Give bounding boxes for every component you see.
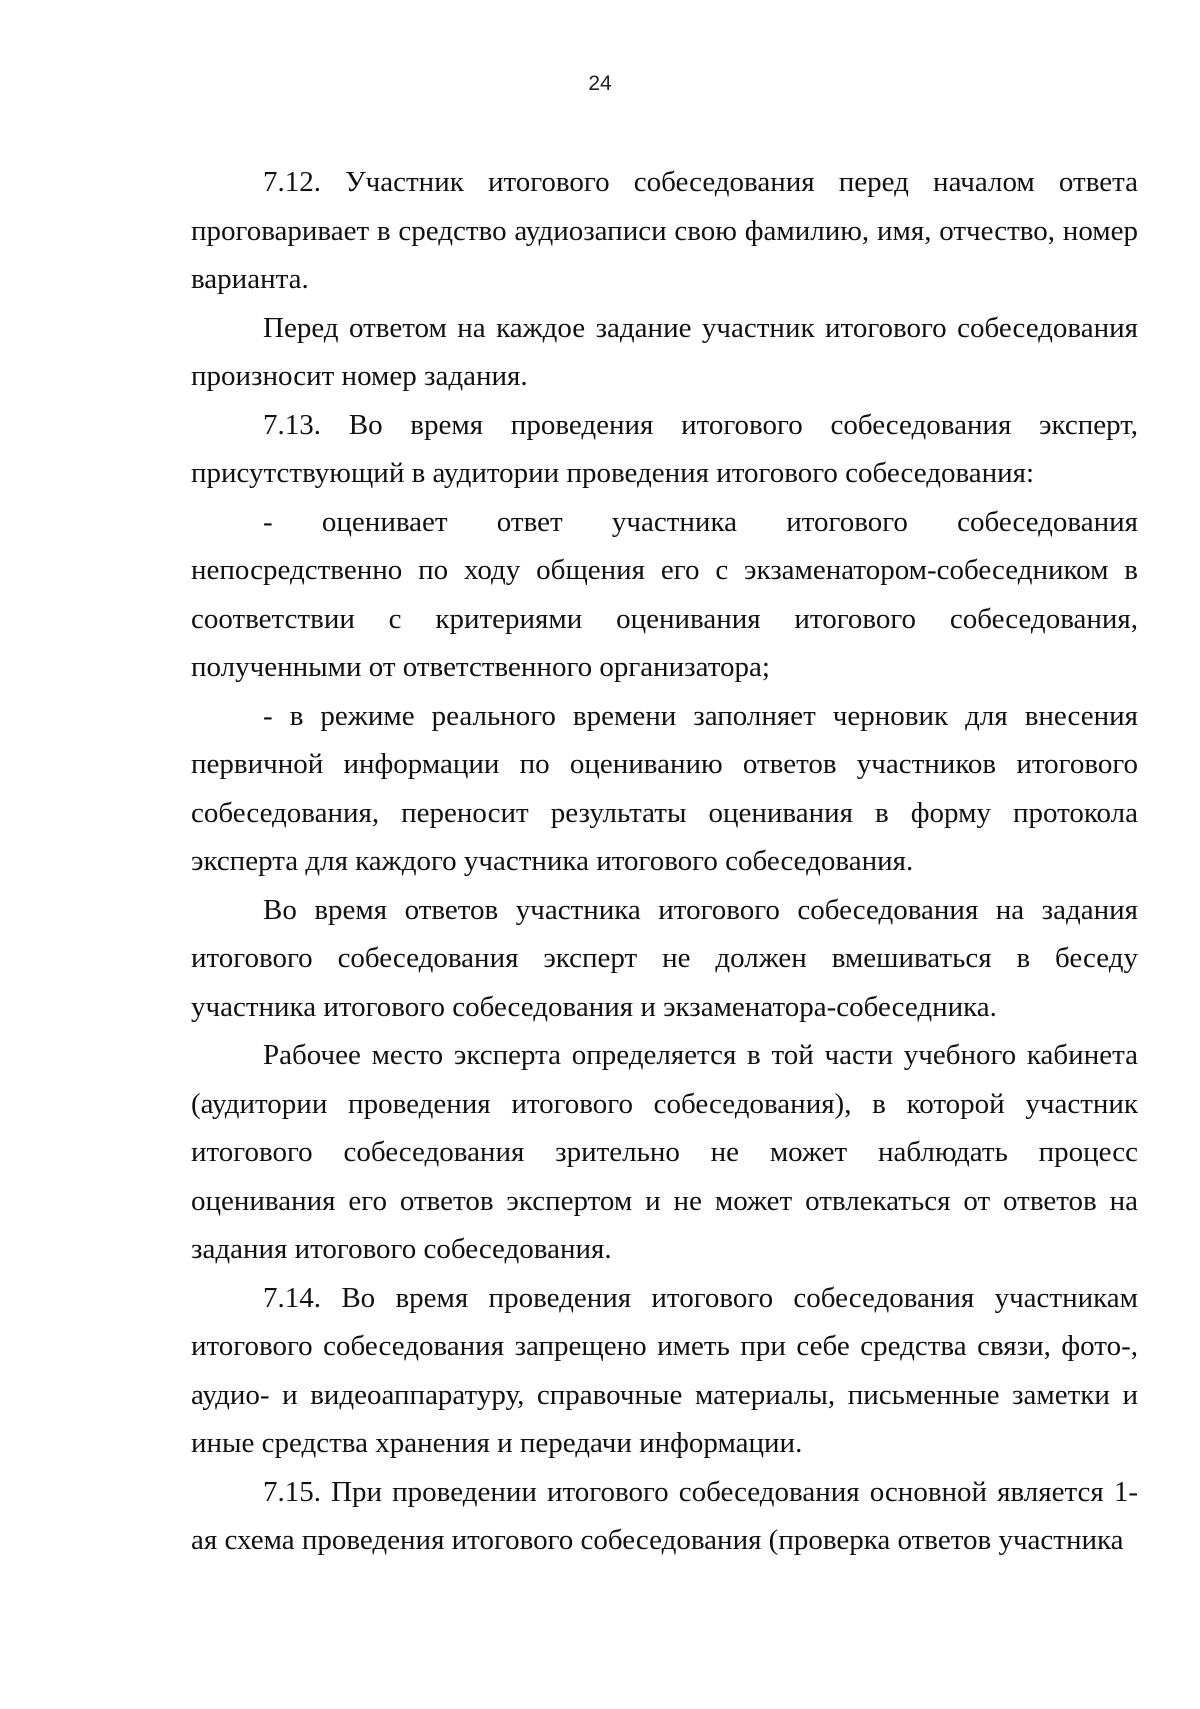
paragraph-7-15: 7.15. При проведении итогового собеседования основной является 1-ая схема проведения итогового собеседования (проверка ответов участника: [191, 1475, 1138, 1556]
paragraph-expert-workplace: Рабочее место эксперта определяется в той части учебного кабинета (аудитории проведения итогового собеседования), в которой участник итогового собеседования зрительно не может наблюдать процесс оценивания его ответов экспертом и не может отвлекаться от ответов на задания итогового собеседования.: [191, 1039, 1138, 1265]
paragraph-evaluates-answer: - оценивает ответ участника итогового собеседования непосредственно по ходу общения его с экзаменатором-собеседником в соответствии с критериями оценивания итогового собеседования, полученными от ответственного организатора;: [191, 505, 1138, 683]
paragraph-no-interference: Во время ответов участника итогового собеседования на задания итогового собеседования эксперт не должен вмешиваться в беседу участника итогового собеседования и экзаменатора-собеседника.: [191, 893, 1138, 1023]
paragraph-fills-draft: - в режиме реального времени заполняет черновик для внесения первичной информации по оцениванию ответов участников итогового собеседования, переносит результаты оценивания в форму протокола эксперта для каждого участника итогового собеседования.: [191, 699, 1138, 877]
document-body: [191, 158, 1138, 1565]
page-number: 24: [588, 72, 612, 95]
paragraph-7-14: 7.14. Во время проведения итогового собеседования участникам итогового собеседования запрещено иметь при себе средства связи, фото-, аудио- и видеоаппаратуру, справочные материалы, письменные заметки и иные средства хранения и передачи информации.: [191, 1281, 1138, 1459]
paragraph-task-number: Перед ответом на каждое задание участник итогового собеседования произносит номер задания.: [191, 311, 1138, 392]
paragraph-7-13: 7.13. Во время проведения итогового собеседования эксперт, присутствующий в аудитории проведения итогового собеседования:: [191, 408, 1138, 489]
paragraph-7-12: 7.12. Участник итогового собеседования перед началом ответа проговаривает в средство аудиозаписи свою фамилию, имя, отчество, номер варианта.: [191, 166, 1138, 295]
